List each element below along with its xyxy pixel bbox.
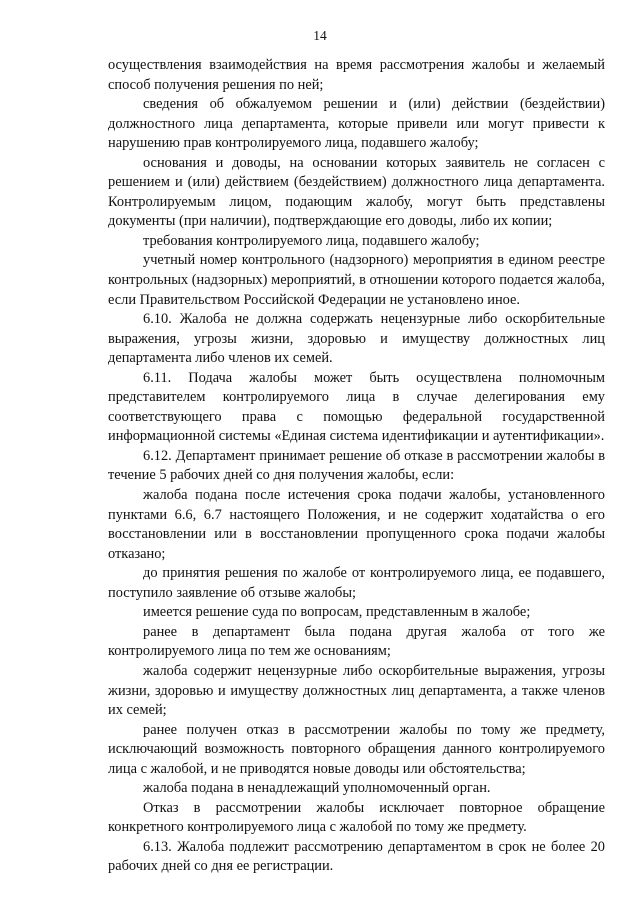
page-number: 14 xyxy=(313,28,327,43)
paragraph-continuation: осуществления взаимодействия на время рассмотрения жалобы и желаемый способ получения решения по ней; xyxy=(108,57,605,93)
paragraph: жалоба содержит нецензурные либо оскорбительные выражения, угрозы жизни, здоровью и имуществу должностных лиц департамента, а также членов их семей; xyxy=(108,662,605,719)
paragraph-6-11: 6.11. Подача жалобы может быть осуществлена полномочным представителем контролируемого лица в случае делегирования ему соответствующего права с помощью федеральной государственной информационной системы «Единая система идентификации и аутентификации». xyxy=(108,369,605,445)
paragraph: сведения об обжалуемом решении и (или) действии (бездействии) должностного лица департамента, которые привели или могут привести к нарушению прав контролируемого лица, подавшего жалобу; xyxy=(108,96,605,152)
paragraph-6-13: 6.13. Жалоба подлежит рассмотрению департаментом в срок не более 20 рабочих дней со дня ее регистрации. xyxy=(108,838,605,875)
paragraph: ранее получен отказ в рассмотрении жалобы по тому же предмету, исключающий возможность повторного обращения данного контролируемого лица с жалобой, и не приводятся новые доводы или обстоятельства; xyxy=(108,721,605,777)
paragraph: учетный номер контрольного (надзорного) мероприятия в едином реестре контрольных (надзорных) мероприятий, в отношении которого подается жалоба, если Правительством Российской Федерации не установлено иное. xyxy=(108,252,605,308)
paragraph: основания и доводы, на основании которых заявитель не согласен с решением и (или) действием (бездействием) должностного лица департамента. Контролируемым лицом, подающим жалобу, могут быть представлены документы (при наличии), подтверждающие его доводы, либо их копии; xyxy=(108,154,605,230)
paragraph: ранее в департамент была подана другая жалоба от того же контролируемого лица по тем же основаниям; xyxy=(108,623,605,660)
paragraph-6-12: 6.12. Департамент принимает решение об отказе в рассмотрении жалобы в течение 5 рабочих дней со дня получения жалобы, если: xyxy=(108,447,605,484)
document-body xyxy=(108,56,605,877)
paragraph: требования контролируемого лица, подавшего жалобу; xyxy=(143,232,480,249)
paragraph: жалоба подана после истечения срока подачи жалобы, установленного пунктами 6.6, 6.7 настоящего Положения, и не содержит ходатайства о его восстановлении или в восстановлении пропущенного срока подачи жалобы отказано; xyxy=(108,487,605,562)
paragraph: имеется решение суда по вопросам, представленным в жалобе; xyxy=(143,604,531,621)
paragraph: до принятия решения по жалобе от контролируемого лица, ее подавшего, поступило заявление об отзыве жалобы; xyxy=(108,565,605,601)
paragraph: Отказ в рассмотрении жалобы исключает повторное обращение конкретного контролируемого лица с жалобой по тому же предмету. xyxy=(108,799,605,836)
paragraph: жалоба подана в ненадлежащий уполномоченный орган. xyxy=(143,780,491,797)
paragraph-6-10: 6.10. Жалоба не должна содержать нецензурные либо оскорбительные выражения, угрозы жизни, здоровью и имуществу должностных лиц департамента либо членов их семей. xyxy=(108,311,605,367)
